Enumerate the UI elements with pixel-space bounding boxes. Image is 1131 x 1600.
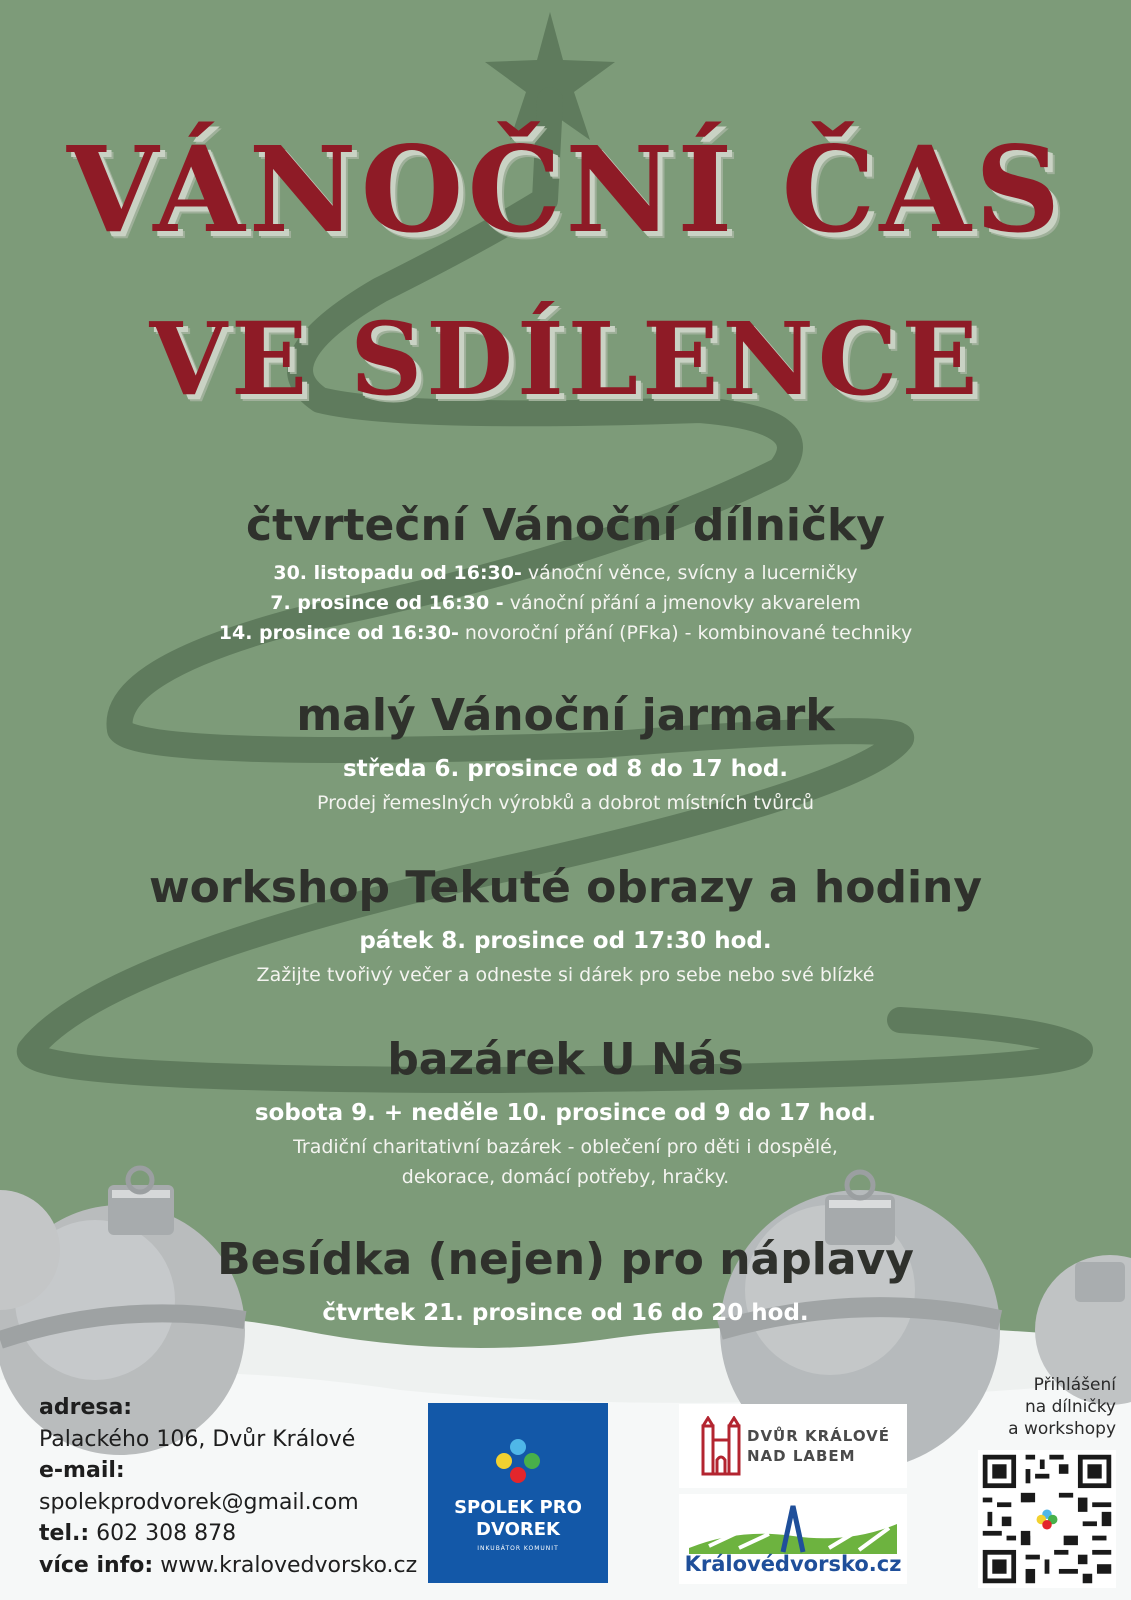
qr-code-icon xyxy=(978,1450,1116,1588)
bazarek-description-2: dekorace, domácí potřeby, hračky. xyxy=(401,1166,730,1188)
workshop-description: Zažijte tvořivý večer a odneste si dárek pro sebe nebo své blízké xyxy=(256,964,875,986)
jarmark-description: Prodej řemeslných výrobků a dobrot místních tvůrců xyxy=(316,792,815,814)
website-link[interactable]: www.kralovedvorsko.cz xyxy=(153,1552,418,1578)
section-heading-workshop: workshop Tekuté obrazy a hodiny xyxy=(148,862,983,913)
registration-qr-code[interactable] xyxy=(978,1450,1116,1588)
email-link[interactable]: spolekprodvorek@gmail.com xyxy=(39,1489,359,1515)
spolek-tagline: INKUBÁTOR KOMUNIT xyxy=(477,1545,559,1552)
email-label: e-mail: xyxy=(39,1458,125,1483)
registration-line-2: na dílničky xyxy=(1025,1397,1116,1417)
workshop-date: pátek 8. prosince od 17:30 hod. xyxy=(359,928,772,954)
dots-icon xyxy=(488,1433,548,1493)
schedule-line-2: 7. prosince od 16:30 - vánoční přání a jmenovky akvarelem xyxy=(270,592,861,614)
section-heading-dilnicky: čtvrteční Vánoční dílničky xyxy=(246,500,885,551)
hills-icon xyxy=(679,1498,907,1558)
info-label: více info: xyxy=(39,1552,154,1578)
registration-note xyxy=(990,1374,1116,1440)
section-heading-besidka: Besídka (nejen) pro náplavy xyxy=(217,1234,914,1285)
kralovedvorsko-logo xyxy=(679,1494,907,1584)
besidka-date: čtvrtek 21. prosince od 16 do 20 hod. xyxy=(322,1300,809,1326)
title-line-2: VE SDÍLENCE xyxy=(149,300,982,418)
section-heading-bazarek: bazárek U Nás xyxy=(387,1034,744,1085)
dk-name-line-2: NAD LABEM xyxy=(747,1447,856,1465)
address: Palackého 106, Dvůr Králové xyxy=(39,1426,356,1452)
jarmark-date: středa 6. prosince od 8 do 17 hod. xyxy=(342,756,789,782)
registration-line-3: a workshopy xyxy=(1008,1419,1116,1439)
bazarek-date: sobota 9. + neděle 10. prosince od 9 do 17 hod. xyxy=(254,1100,877,1126)
title-line-1: VÁNOČNÍ ČAS xyxy=(66,120,1065,259)
kd-name: Královédvorsko.cz xyxy=(684,1552,902,1576)
bazarek-description-1: Tradiční charitativní bazárek - oblečení pro děti i dospělé, xyxy=(293,1136,838,1158)
registration-line-1: Přihlášení xyxy=(1033,1375,1116,1395)
section-heading-jarmark: malý Vánoční jarmark xyxy=(296,690,835,741)
schedule-line-1: 30. listopadu od 16:30- vánoční věnce, svícny a lucerničky xyxy=(273,562,858,584)
spolek-name-line-2: DVOREK xyxy=(476,1519,560,1540)
dvur-kralove-logo xyxy=(679,1404,907,1488)
castle-icon xyxy=(699,1416,743,1478)
address-label: adresa: xyxy=(39,1395,133,1420)
tel-number[interactable]: 602 308 878 xyxy=(89,1521,237,1546)
dk-name-line-1: DVŮR KRÁLOVÉ xyxy=(747,1427,891,1445)
spolek-name-line-1: SPOLEK PRO xyxy=(454,1497,582,1518)
tel-label: tel.: xyxy=(39,1521,90,1546)
spolek-pro-dvorek-logo xyxy=(428,1403,608,1583)
contact-block xyxy=(39,1392,417,1581)
schedule-line-3: 14. prosince od 16:30- novoroční přání (PFka) - kombinované techniky xyxy=(218,622,913,644)
